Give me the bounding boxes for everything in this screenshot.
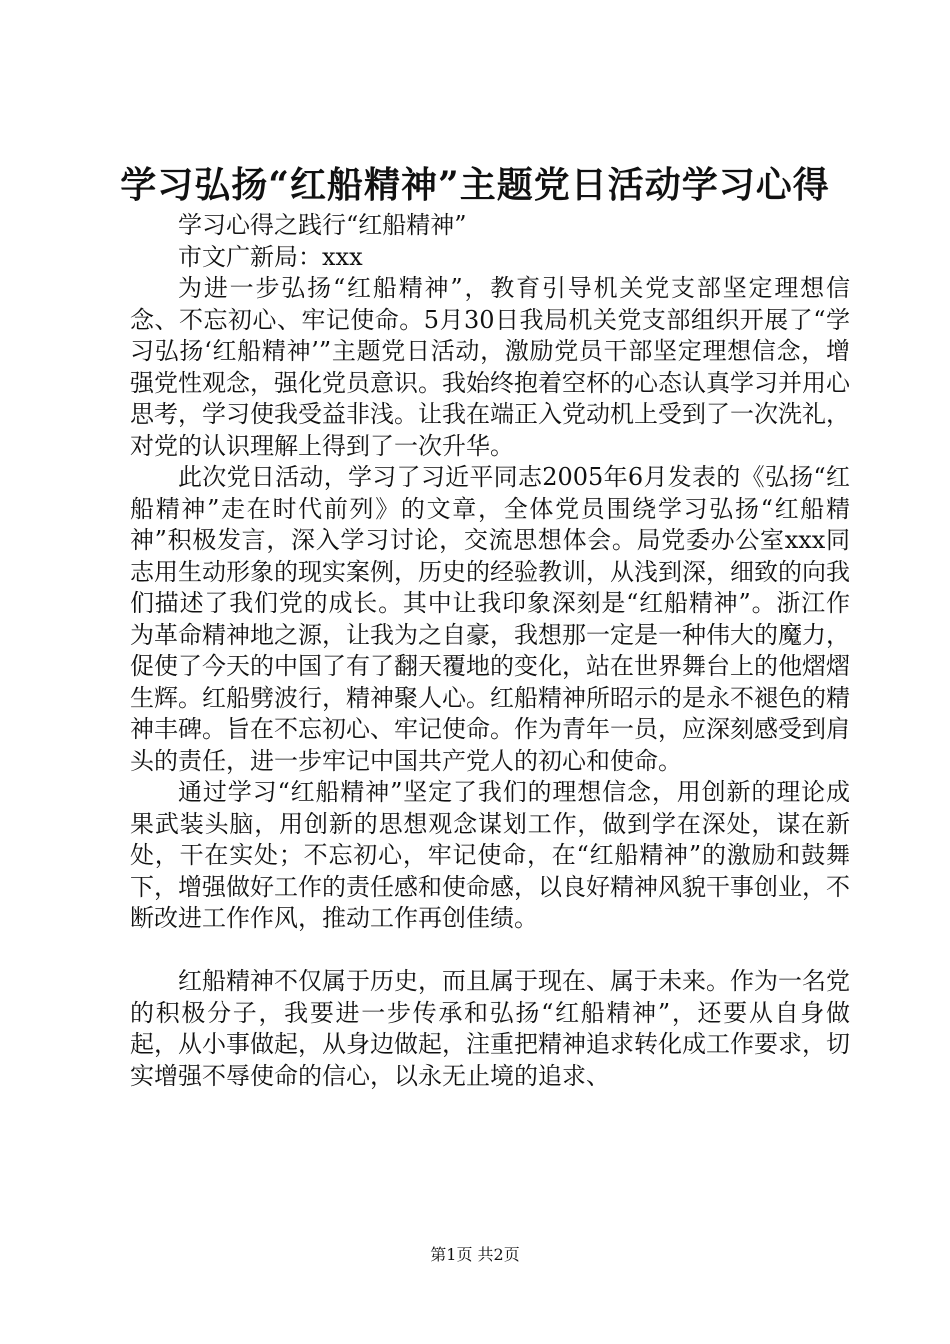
author-line: 市文广新局：xxx xyxy=(178,242,363,271)
page-number-footer: 第1页 共2页 xyxy=(430,1245,520,1264)
paragraph-1: 为进一步弘扬“红船精神”，教育引导机关党支部坚定理想信念、不忘初心、牢记使命。5月30日我局机关党支部组织开展了“学习弘扬‘红船精神’”主题党日活动，激励党员干部坚定理想信念，增强党性观念，强化党员意识。我始终抱着空杯的心态认真学习并用心思考，学习使我受益非浅。让我在端正入党动机上受到了一次洗礼，对党的认识理解上得到了一次升华。 xyxy=(130,274,850,460)
paragraph-4: 红船精神不仅属于历史，而且属于现在、属于未来。作为一名党的积极分子，我要进一步传承和弘扬“红船精神”，还要从自身做起，从小事做起，从身边做起，注重把精神追求转化成工作要求，切实增强不辱使命的信心，以永无止境的追求、 xyxy=(130,967,850,1090)
document-title: 学习弘扬“红船精神”主题党日活动学习心得 xyxy=(120,164,830,206)
paragraph-3: 通过学习“红船精神”坚定了我们的理想信念，用创新的理论成果武装头脑，用创新的思想观念谋划工作，做到学在深处，谋在新处，干在实处；不忘初心，牢记使命，在“红船精神”的激励和鼓舞下，增强做好工作的责任感和使命感，以良好精神风貌干事创业，不断改进工作作风，推动工作再创佳绩。 xyxy=(130,778,850,932)
paragraph-2: 此次党日活动，学习了习近平同志2005年6月发表的《弘扬“红船精神”走在时代前列》的文章，全体党员围绕学习弘扬“红船精神”积极发言，深入学习讨论，交流思想体会。局党委办公室xxx同志用生动形象的现实案例，历史的经验教训，从浅到深，细致的向我们描述了我们党的成长。其中让我印象深刻是“红船精神”。浙江作为革命精神地之源，让我为之自豪，我想那一定是一种伟大的魔力，促使了今天的中国了有了翻天覆地的变化，站在世界舞台上的他熠熠生辉。红船劈波行，精神聚人心。红船精神所昭示的是永不褪色的精神丰碑。旨在不忘初心、牢记使命。作为青年一员，应深刻感受到肩头的责任，进一步牢记中国共产党人的初心和使命。 xyxy=(130,463,850,775)
subtitle-line: 学习心得之践行“红船精神” xyxy=(178,211,467,239)
document-body xyxy=(130,210,850,1092)
